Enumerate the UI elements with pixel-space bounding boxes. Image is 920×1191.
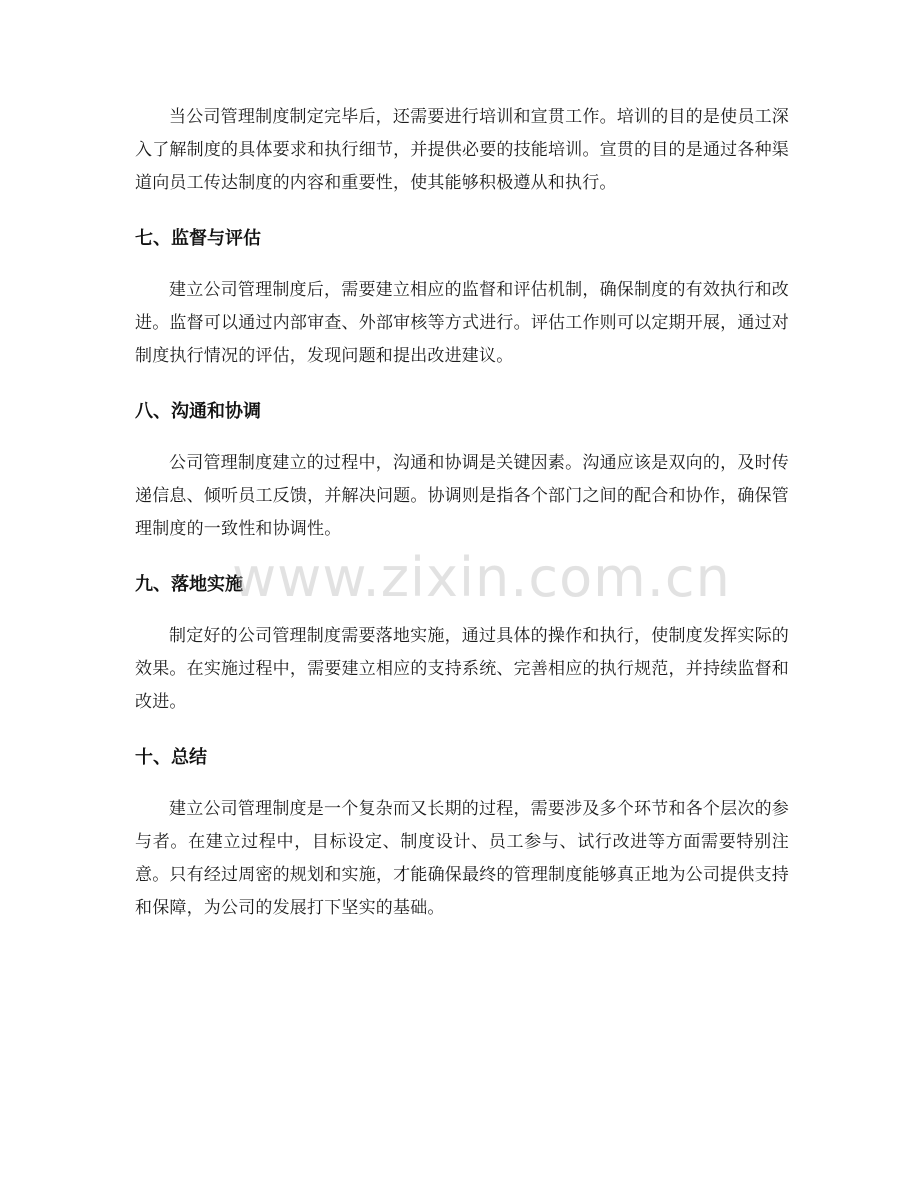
section-heading: 七、监督与评估 — [135, 228, 261, 249]
section-implementation — [135, 572, 789, 719]
section-supervision — [135, 226, 789, 373]
watermark: www.zixin.com.cn — [232, 546, 731, 609]
intro-paragraph: 当公司管理制度制定完毕后，还需要进行培训和宣贯工作。培训的目的是使员工深入了解制度的具体要求和执行细节，并提供必要的技能培训。宣贯的目的是通过各种渠道向员工传达制度的内容和重要性，使其能够积极遵从和执行。 — [135, 107, 789, 193]
document-body — [135, 101, 789, 925]
section-paragraph: 制定好的公司管理制度需要落地实施，通过具体的操作和执行，使制度发挥实际的效果。在实施过程中，需要建立相应的支持系统、完善相应的执行规范，并持续监督和改进。 — [135, 626, 789, 712]
section-paragraph: 建立公司管理制度是一个复杂而又长期的过程，需要涉及多个环节和各个层次的参与者。在建立过程中，目标设定、制度设计、员工参与、试行改进等方面需要特别注意。只有经过周密的规划和实施，才能确保最终的管理制度能够真正地为公司提供支持和保障，为公司的发展打下坚实的基础。 — [135, 799, 789, 918]
section-heading: 十、总结 — [135, 747, 207, 768]
section-heading: 八、沟通和协调 — [135, 401, 261, 422]
section-communication — [135, 399, 789, 546]
section-paragraph: 公司管理制度建立的过程中，沟通和协调是关键因素。沟通应该是双向的，及时传递信息、倾听员工反馈，并解决问题。协调则是指各个部门之间的配合和协作，确保管理制度的一致性和协调性。 — [135, 453, 789, 539]
section-heading: 九、落地实施 — [135, 574, 243, 595]
section-paragraph: 建立公司管理制度后，需要建立相应的监督和评估机制，确保制度的有效执行和改进。监督可以通过内部审查、外部审核等方式进行。评估工作则可以定期开展，通过对制度执行情况的评估，发现问题和提出改进建议。 — [135, 280, 789, 366]
section-summary — [135, 745, 789, 925]
